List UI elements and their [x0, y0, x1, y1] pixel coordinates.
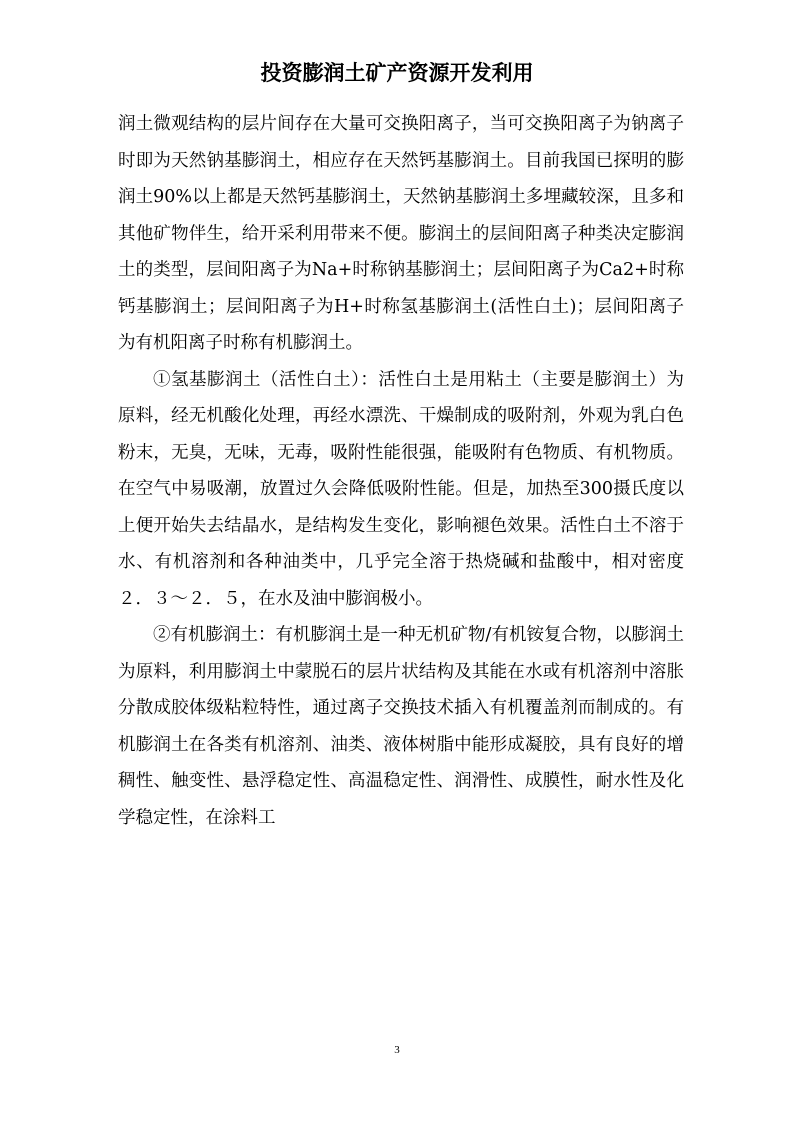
document-title: 投资膨润土矿产资源开发利用 — [260, 61, 534, 85]
document-body — [118, 106, 684, 836]
paragraph-hydrogen-bentonite: ①氢基膨润土（活性白土）：活性白土是用粘土（主要是膨润土）为原料，经无机酸化处理，再经水漂洗、干燥制成的吸附剂，外观为乳白色粉末，无臭，无味，无毒，吸附性能很强，能吸附有色物质、有机物质。在空气中易吸潮，放置过久会降低吸附性能。但是，加热至300摄氏度以上便开始失去结晶水，是结构发生变化，影响褪色效果。活性白土不溶于水、有机溶剂和各种油类中，几乎完全溶于热烧碱和盐酸中，相对密度２．３～２．５，在水及油中膨润极小。 — [118, 369, 684, 609]
paragraph-cation-types: 润土微观结构的层片间存在大量可交换阳离子，当可交换阳离子为钠离子时即为天然钠基膨润土，相应存在天然钙基膨润土。目前我国已探明的膨润土90%以上都是天然钙基膨润土，天然钠基膨润土多埋藏较深，且多和其他矿物伴生，给开采利用带来不便。膨润土的层间阳离子种类决定膨润土的类型，层间阳离子为Na+时称钠基膨润土；层间阳离子为Ca2+时称钙基膨润土；层间阳离子为H+时称氢基膨润土(活性白土)；层间阳离子为有机阳离子时称有机膨润土。 — [118, 114, 684, 353]
paragraph-organic-bentonite: ②有机膨润土：有机膨润土是一种无机矿物/有机铵复合物，以膨润土为原料，利用膨润土中蒙脱石的层片状结构及其能在水或有机溶剂中溶胀分散成胶体级粘粒特性，通过离子交换技术插入有机覆盖剂而制成的。有机膨润土在各类有机溶剂、油类、液体树脂中能形成凝胶，具有良好的增稠性、触变性、悬浮稳定性、高温稳定性、润滑性、成膜性，耐水性及化学稳定性，在涂料工 — [118, 625, 684, 828]
page-number: 3 — [394, 1044, 400, 1056]
